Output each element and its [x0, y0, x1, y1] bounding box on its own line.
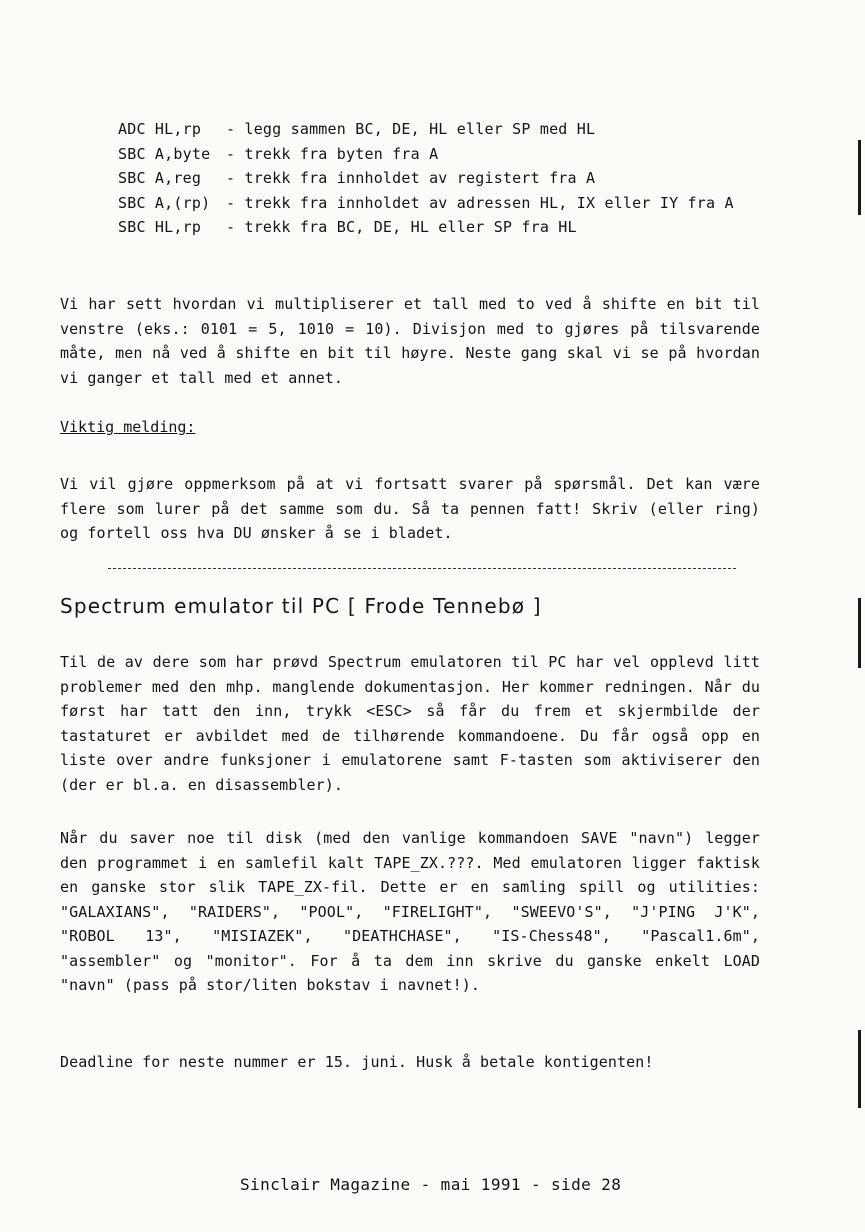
paragraph-important: Vi vil gjøre oppmerksom på at vi fortsatt svarer på spørsmål. Det kan være flere som lurer på det samme som du. Så ta pennen fatt! Skriv (eller ring) og fortell oss hva DU ønsker å se i bladet. [60, 475, 760, 542]
important-heading: Viktig melding: [60, 418, 196, 436]
instruction-list [118, 117, 734, 240]
section-title: Spectrum emulator til PC [ Frode Tennebø ] [60, 594, 542, 618]
divider [108, 568, 736, 569]
paragraph-emulator-intro: Til de av dere som har prøvd Spectrum emulatoren til PC har vel opplevd litt problemer med den mhp. manglende dokumentasjon. Her kommer redningen. Når du først har tatt den inn, trykk <ESC> så får du frem et skjermbilde der tastaturet er avbildet med de tilhørende kommandoene. Du får også opp en liste over andre funksjoner i emulatorene samt F-tasten som aktiviserer den (der er bl.a. en disassembler). [60, 653, 760, 794]
page-footer: Sinclair Magazine - mai 1991 - side 28 [240, 1175, 622, 1194]
instruction-row: ADC HL,rp - legg sammen BC, DE, HL eller SP med HL [118, 120, 596, 138]
binder-mark-bottom [858, 1030, 861, 1108]
instruction-row: SBC A,reg - trekk fra innholdet av registert fra A [118, 169, 596, 187]
binder-mark-middle [858, 598, 861, 668]
deadline-note: Deadline for neste nummer er 15. juni. Husk å betale kontigenten! [60, 1053, 654, 1071]
binder-mark-top [858, 140, 861, 215]
instruction-row: SBC A,(rp) - trekk fra innholdet av adressen HL, IX eller IY fra A [118, 193, 734, 212]
instruction-row: SBC A,byte - trekk fra byten fra A [118, 144, 439, 163]
paragraph-emulator-save: Når du saver noe til disk (med den vanlige kommandoen SAVE "navn") legger den programmet i en samlefil kalt TAPE_ZX.???. Med emulatoren ligger faktisk en ganske stor slik TAPE_ZX-fil. Dette er en samling spill og utilities: "GALAXIANS", "RAIDERS", "POOL", "FIRELIGHT", "SWEEVO'S", "J'PING J'K", "ROBOL 13", "MISIAZEK", "DEATHCHASE", "IS-Chess48", "Pascal1.6m", "assembler" og "monitor". For å ta dem inn skrive du ganske enkelt LOAD "navn" (pass på stor/liten bokstav i navnet!). [60, 829, 760, 994]
paragraph-shift: Vi har sett hvordan vi multipliserer et tall med to ved å shifte en bit til venstre (eks.: 0101 = 5, 1010 = 10). Divisjon med to gjøres på tilsvarende måte, men nå ved å shifte en bit til høyre. Neste gang skal vi se på hvordan vi ganger et tall med et annet. [60, 295, 760, 387]
instruction-row: SBC HL,rp - trekk fra BC, DE, HL eller SP fra HL [118, 218, 577, 236]
